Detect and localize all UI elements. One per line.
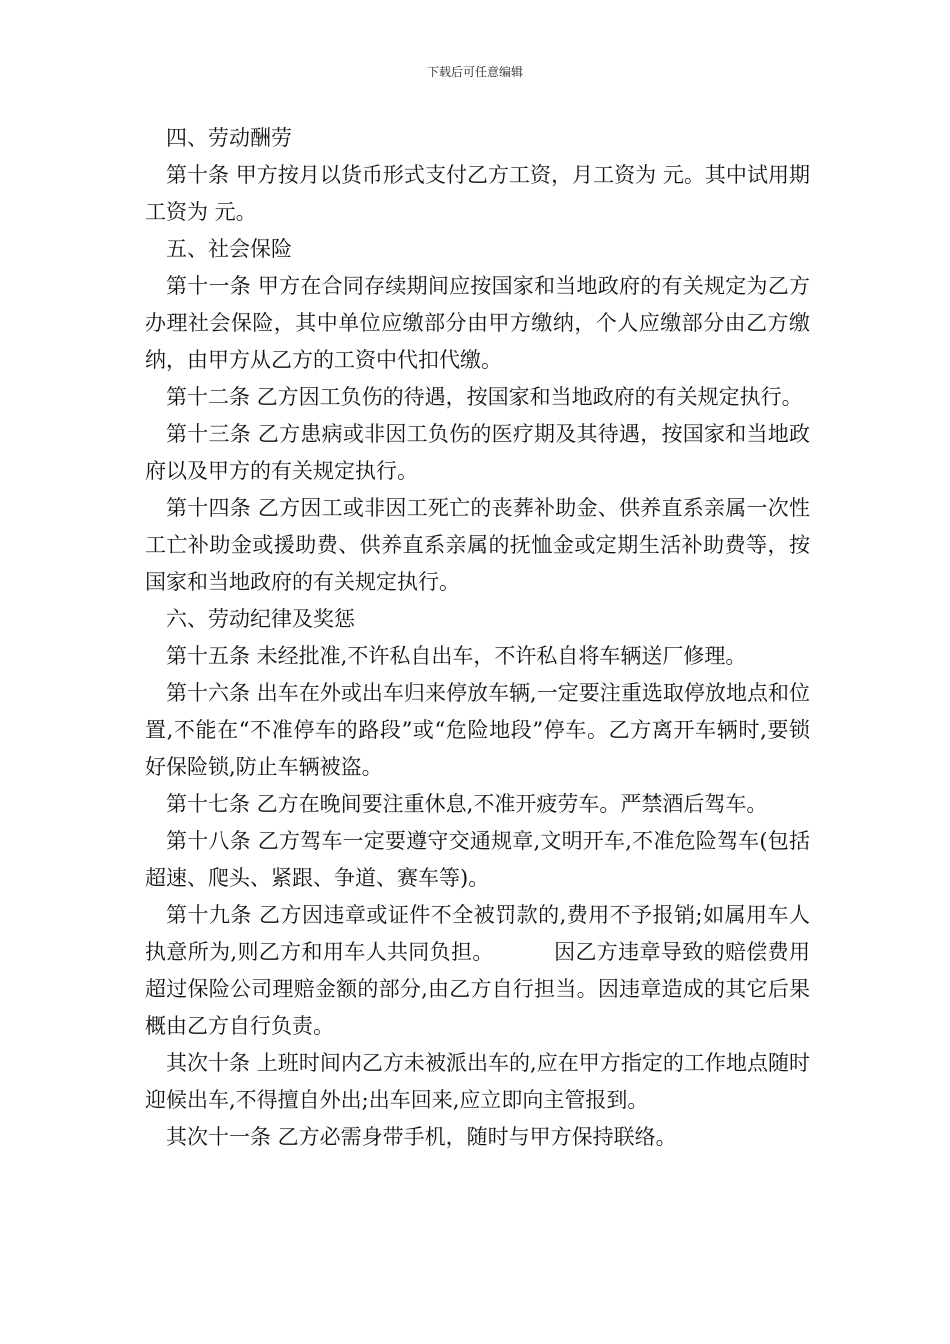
article-15: 第十五条 未经批准,不许私自出车，不许私自将车辆送厂修理。 (166, 644, 747, 668)
article-17: 第十七条 乙方在晚间要注重休息,不准开疲劳车。严禁酒后驾车。 (166, 792, 768, 816)
section-heading-discipline: 六、劳动纪律及奖惩 (166, 607, 355, 631)
article-20: 其次十条 上班时间内乙方未被派出车的,应在甲方指定的工作地点随时迎候出车,不得擅自外出;出车回来,应立即向主管报到。 (145, 1051, 810, 1112)
page-header-note: 下载后可任意编辑 (426, 65, 523, 79)
article-10: 第十条 甲方按月以货币形式支付乙方工资，月工资为 元。其中试用期工资为 元。 (145, 163, 810, 224)
document-body (145, 120, 810, 1156)
section-heading-labor-pay: 四、劳动酬劳 (166, 126, 292, 150)
article-14: 第十四条 乙方因工或非因工死亡的丧葬补助金、供养直系亲属一次性工亡补助金或援助费、供养直系亲属的抚恤金或定期生活补助费等，按国家和当地政府的有关规定执行。 (145, 496, 810, 594)
article-19-part-1: 第十九条 乙方因违章或证件不全被罚款的,费用不予报销;如属用车人执意所为,则乙方和用车人共同负担。 (145, 903, 810, 964)
article-11: 第十一条 甲方在合同存续期间应按国家和当地政府的有关规定为乙方办理社会保险，其中单位应缴部分由甲方缴纳，个人应缴部分由乙方缴纳，由甲方从乙方的工资中代扣代缴。 (145, 274, 810, 372)
article-12: 第十二条 乙方因工负伤的待遇，按国家和当地政府的有关规定执行。 (166, 385, 803, 409)
article-19-part-2: 因乙方违章导致的赔偿费用超过保险公司理赔金额的部分,由乙方自行担当。因违章造成的其它后果概由乙方自行负责。 (145, 940, 811, 1038)
section-heading-social-insurance: 五、社会保险 (166, 237, 292, 261)
article-19 (145, 897, 810, 1045)
article-18: 第十八条 乙方驾车一定要遵守交通规章,文明开车,不准危险驾车(包括超速、爬头、紧跟、争道、赛车等)。 (145, 829, 810, 890)
article-21: 其次十一条 乙方必需身带手机，随时与甲方保持联络。 (166, 1125, 677, 1149)
article-16: 第十六条 出车在外或出车归来停放车辆,一定要注重选取停放地点和位置,不能在“不准停车的路段”或“危险地段”停车。乙方离开车辆时,要锁好保险锁,防止车辆被盗。 (145, 681, 810, 779)
article-13: 第十三条 乙方患病或非因工负伤的医疗期及其待遇，按国家和当地政府以及甲方的有关规定执行。 (145, 422, 810, 483)
